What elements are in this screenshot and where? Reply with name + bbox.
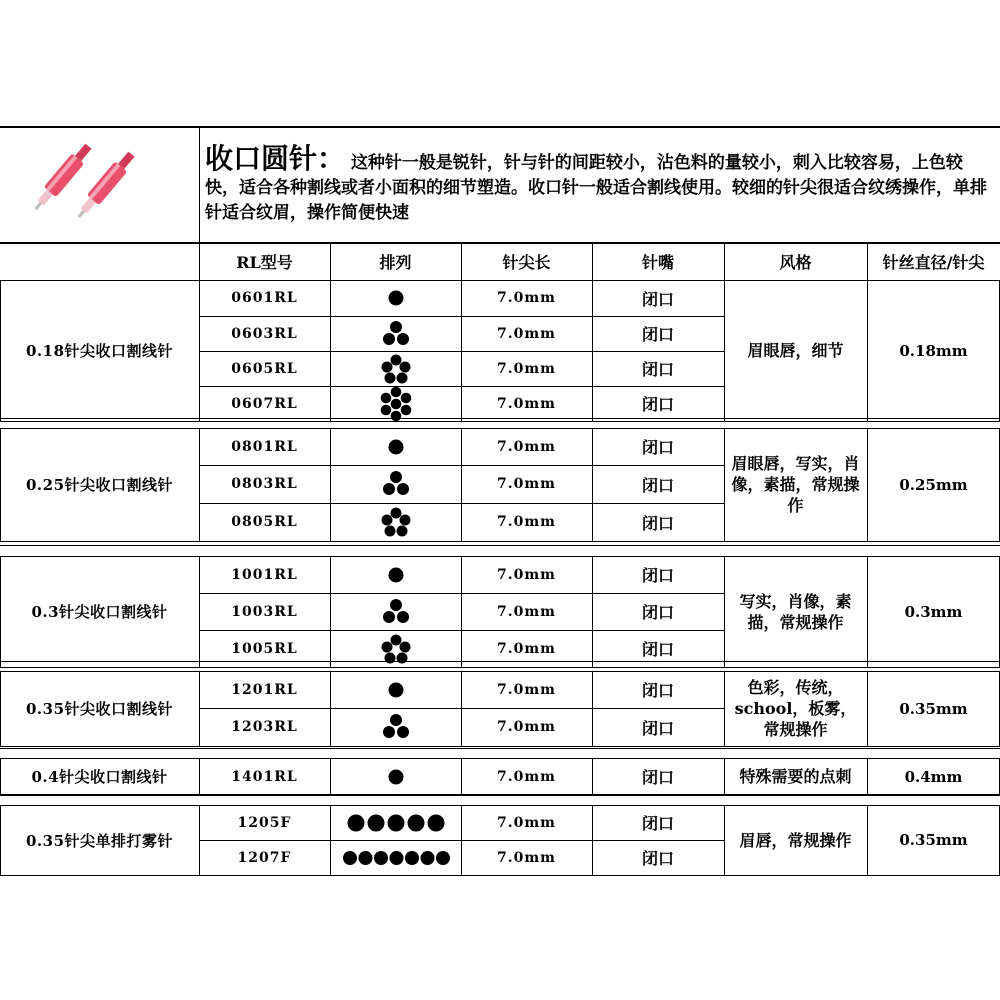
column-header: RL型号 [236,253,293,272]
needle-dot [396,526,407,537]
style-cell: 眉眼唇，细节 [747,341,844,360]
arrangement-cell [330,758,461,795]
needle-dot [390,471,402,483]
needle-dot [400,404,411,415]
needle-dot [436,851,450,865]
arrangement-cell [330,280,461,316]
arrangement-cell [330,708,461,746]
needle-arrangement-3 [376,317,416,351]
diameter-cell: 0.35mm [899,831,968,849]
needle-dot [388,769,403,784]
column-header: 风格 [779,253,812,272]
table-rule [724,428,725,541]
needle-dot [400,392,411,403]
needle-dot [390,387,401,397]
diameter-cell: 0.35mm [899,699,968,718]
diameter-cell: 0.18mm [899,341,968,360]
needle-dot [397,333,409,345]
length-cell: 7.0mm [497,640,556,657]
needle-dot [389,851,403,865]
needle-dot [343,851,357,865]
arrangement-cell [330,671,461,708]
needle-dot [380,392,391,403]
needle-arrangement-3 [376,710,416,744]
table-rule [0,748,1000,749]
needle-dot [383,483,395,495]
needle-dot [390,714,402,726]
length-cell: 7.0mm [497,438,556,455]
model-cell: 0801RL [231,438,298,455]
model-cell: 0601RL [231,290,298,306]
needle-arrangement-5-row [346,811,446,835]
table-rule [0,421,1000,422]
model-cell: 0603RL [231,325,298,342]
table-rule [0,541,1000,542]
model-cell: 1207F [237,849,292,866]
needle-dot [405,851,419,865]
needle-dot [381,641,392,652]
mouth-cell: 闭口 [641,718,674,738]
needle-dot [388,567,403,582]
style-cell: 写实，肖像，素描，常规操作 [739,591,852,632]
table-rule [0,661,1000,662]
model-cell: 1205F [237,814,292,831]
model-cell: 1003RL [231,603,298,620]
needle-dot [381,361,392,372]
model-cell: 0607RL [231,395,298,412]
needle-dot [388,682,403,697]
mouth-cell: 闭口 [641,768,674,787]
length-cell: 7.0mm [497,681,556,698]
column-header: 排列 [379,253,412,272]
table-rule [0,667,1000,668]
table-rule [724,805,725,875]
needle-arrangement-7-row [341,847,451,869]
needle-dot [396,372,407,383]
mouth-cell: 闭口 [641,814,674,833]
needle-dot [399,361,410,372]
needle-arrangement-1 [376,430,416,464]
style-cell: 特殊需要的点刺 [739,767,852,786]
needle-arrangement-1 [376,558,416,592]
table-rule [724,758,725,795]
arrangement-cell [330,805,461,840]
needle-dot [390,354,401,365]
needle-dot [358,851,372,865]
table-rule [0,418,1000,419]
table-rule [724,280,725,421]
needle-dot [390,634,401,645]
length-cell: 7.0mm [497,395,556,412]
arrangement-cell [330,556,461,593]
column-header: 针尖长 [502,253,551,272]
arrangement-cell [330,465,461,503]
needle-dot [397,611,409,623]
needle-cartridge-image [0,128,200,243]
needle-dot [388,291,403,306]
needle-dot [374,851,388,865]
length-cell: 7.0mm [497,814,556,831]
length-cell: 7.0mm [497,566,556,583]
diameter-cell: 0.4mm [904,767,963,786]
description-text [205,142,995,226]
length-cell: 7.0mm [497,476,556,492]
length-cell: 7.0mm [497,603,556,620]
group-name: 0.35针尖收口割线针 [25,700,174,718]
needle-dot [420,851,434,865]
length-cell: 7.0mm [497,360,556,377]
needle-dot [383,333,395,345]
style-cell: 眉眼唇，写实，肖像，素描，常规操作 [731,454,860,515]
needle-dot [380,404,391,415]
model-cell: 1001RL [231,566,298,583]
needle-arrangement-3 [376,595,416,629]
needle-dot [383,611,395,623]
model-cell: 0803RL [231,476,298,492]
needle-arrangement-5 [376,352,416,386]
needle-dot [384,526,395,537]
needle-arrangement-1 [376,673,416,707]
model-cell: 1201RL [231,681,298,698]
needle-arrangement-1 [376,281,416,315]
needle-dot [390,508,401,519]
model-cell: 1005RL [231,640,298,657]
table-rule [0,875,1000,876]
needle-dot [427,814,444,831]
mouth-cell: 闭口 [641,640,674,659]
needle-dot [390,398,401,409]
mouth-cell: 闭口 [641,681,674,700]
column-header: 针嘴 [641,253,674,272]
arrangement-cell [330,503,461,541]
table-rule [724,556,725,667]
needle-dot [407,814,424,831]
needle-dot [388,439,403,454]
mouth-cell: 闭口 [641,849,674,868]
model-cell: 0805RL [231,514,298,530]
mouth-cell: 闭口 [641,325,674,344]
needle-arrangement-7 [376,387,416,421]
needle-dot [397,726,409,738]
mouth-cell: 闭口 [641,513,674,533]
mouth-cell: 闭口 [641,360,674,379]
mouth-cell: 闭口 [641,438,674,457]
needle-dot [347,814,364,831]
arrangement-cell [330,840,461,875]
arrangement-cell [330,386,461,421]
group-name: 0.25针尖收口割线针 [25,476,174,494]
description-header [0,126,1000,243]
needle-dot [384,372,395,383]
length-cell: 7.0mm [497,325,556,342]
needle-dot [383,726,395,738]
needle-dot [397,483,409,495]
needle-dot [399,641,410,652]
header-title: 收口圆针： [205,142,346,175]
group-name: 0.18针尖收口割线针 [25,342,174,360]
length-cell: 7.0mm [497,768,556,785]
diameter-cell: 0.3mm [904,602,963,621]
needle-arrangement-3 [376,467,416,501]
model-cell: 1203RL [231,719,298,735]
model-cell: 0605RL [231,360,298,377]
style-cell: 色彩，传统，school，板雾，常规操作 [734,678,857,739]
arrangement-cell [330,316,461,351]
mouth-cell: 闭口 [641,289,674,309]
mouth-cell: 闭口 [641,566,674,585]
needle-dot [390,321,402,333]
mouth-cell: 闭口 [641,475,674,495]
arrangement-cell [330,351,461,386]
arrangement-cell [330,428,461,465]
needle-dot [367,814,384,831]
needle-arrangement-5 [376,505,416,539]
group-name: 0.4针尖收口割线针 [31,768,168,786]
table-rule [0,795,1000,796]
diameter-cell: 0.25mm [899,475,968,494]
length-cell: 7.0mm [497,514,556,530]
arrangement-cell [330,593,461,630]
length-cell: 7.0mm [497,849,556,866]
needle-dot [387,814,404,831]
table-rule [0,545,1000,546]
mouth-cell: 闭口 [641,603,674,622]
group-name: 0.35针尖单排打雾针 [25,831,174,850]
group-name: 0.3针尖收口割线针 [31,603,168,621]
needle-dot [381,515,392,526]
table-rule [0,794,1000,795]
table-rule [0,746,1000,747]
style-cell: 眉唇，常规操作 [739,830,852,850]
needle-dot [390,599,402,611]
needle-dot [399,515,410,526]
table-rule [724,671,725,746]
header-description: 这种针一般是锐针，针与针的间距较小，沾色料的量较小，刺入比较容易，上色较快，适合各种割线或者小面积的细节塑造。收口针一般适合割线使用。较细的针尖很适合纹绣操作，单排针适合纹眉，操作简便快速 [205,153,987,223]
length-cell: 7.0mm [497,290,556,306]
length-cell: 7.0mm [497,719,556,735]
mouth-cell: 闭口 [641,395,674,414]
model-cell: 1401RL [231,768,298,785]
column-header: 针丝直径/针尖 [882,253,985,272]
needle-arrangement-1 [376,760,416,794]
